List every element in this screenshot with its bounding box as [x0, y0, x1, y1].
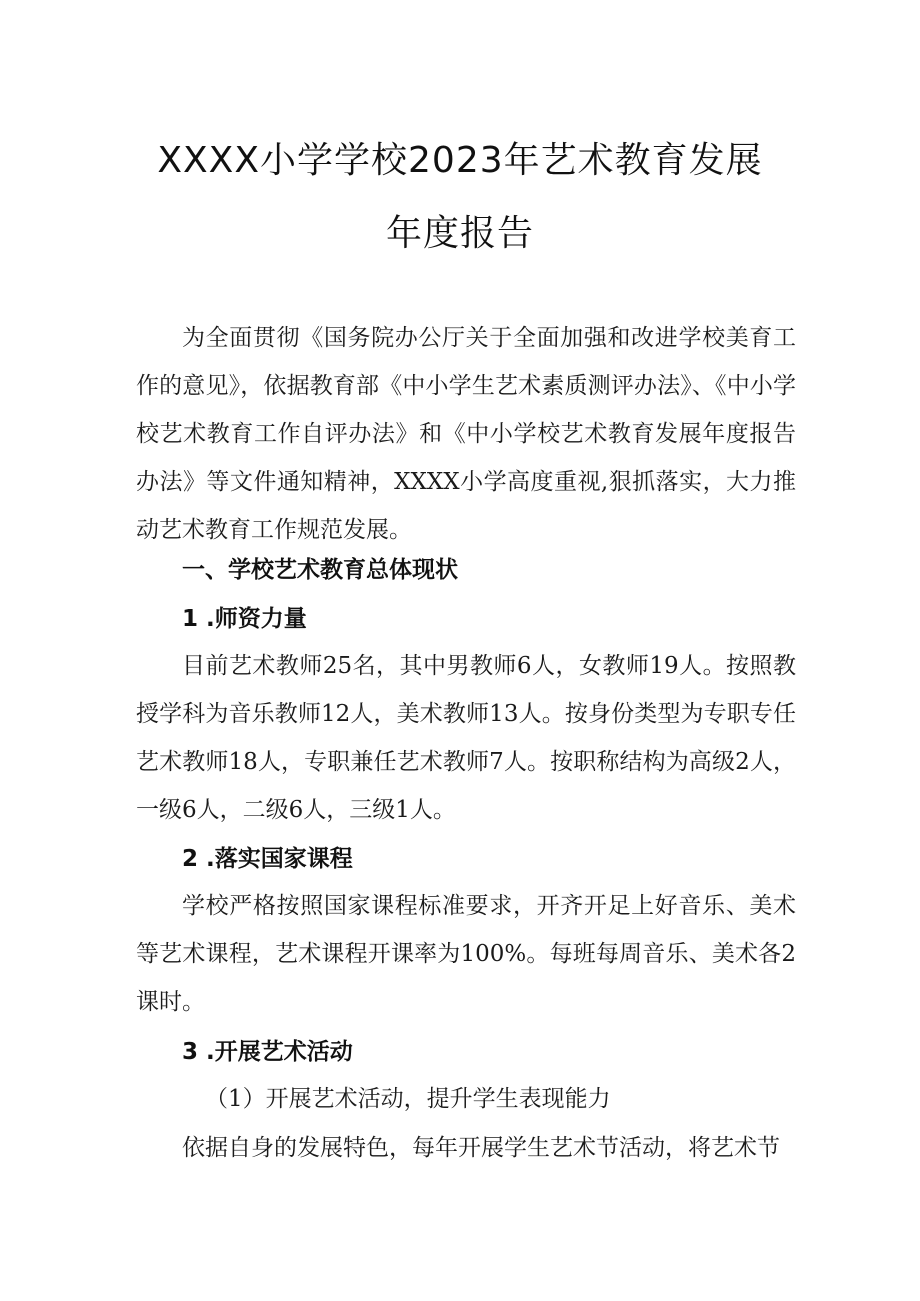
activities-item-heading: （1）开展艺术活动，提升学生表现能力 — [205, 1086, 611, 1112]
intro-paragraph: 为全面贯彻《国务院办公厅关于全面加强和改进学校美育工作的意见》，依据教育部《中小学生艺术素质测评办法》、《中小学校艺术教育工作自评办法》和《中小学校艺术教育发展年度报告办法》等文件通知精神，XXXX小学高度重视,狠抓落实，大力推动艺术教育工作规范发展。 — [136, 325, 796, 543]
teachers-paragraph: 目前艺术教师25名，其中男教师6人，女教师19人。按照教授学科为音乐教师12人，美术教师13人。按身份类型为专职专任艺术教师18人，专职兼任艺术教师7人。按职称结构为高级2人，一级6人，二级6人，三级1人。 — [136, 653, 796, 823]
curriculum-paragraph: 学校严格按照国家课程标准要求，开齐开足上好音乐、美术等艺术课程，艺术课程开课率为100%。每班每周音乐、美术各2课时。 — [136, 893, 796, 1015]
subsection-heading-curriculum: 2 .落实国家课程 — [182, 846, 353, 872]
subsection-heading-teachers: 1 .师资力量 — [182, 606, 307, 632]
document-title-line2: 年度报告 — [385, 213, 534, 254]
activities-paragraph: 依据自身的发展特色，每年开展学生艺术节活动，将艺术节 — [182, 1135, 780, 1161]
section-heading: 一、学校艺术教育总体现状 — [182, 557, 458, 583]
subsection-heading-activities: 3 .开展艺术活动 — [182, 1039, 353, 1065]
document-title-line1: XXXX小学学校2023年艺术教育发展 — [157, 140, 763, 181]
